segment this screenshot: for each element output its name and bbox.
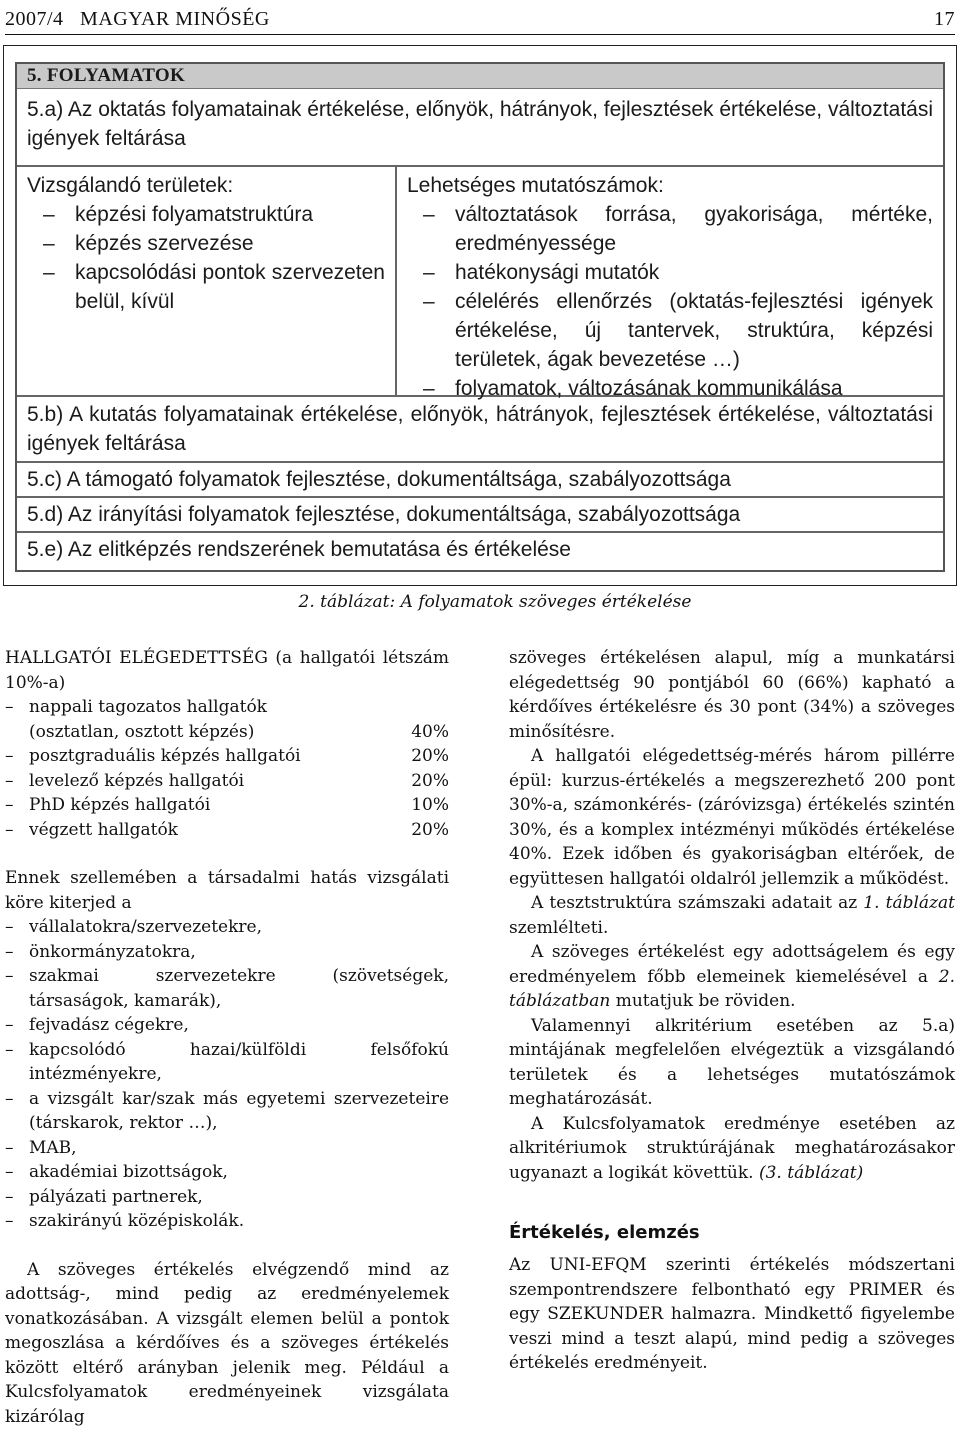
stat-row: – posztgraduális képzés hallgatói 20% (5, 744, 449, 769)
list-item: – a vizsgált kar/szak más egyetemi szervezeteire (társkarok, rektor …), (5, 1087, 449, 1136)
row-5d: 5.d) Az irányítási folyamatok fejlesztése, dokumentáltsága, szabályozottsága (17, 498, 943, 533)
scope-intro: Ennek szellemében a társadalmi hatás vizsgálati köre kiterjed a (5, 866, 449, 915)
stat-value: 40% (411, 720, 449, 745)
stat-label: (osztatlan, osztott képzés) (29, 720, 254, 745)
stat-value: 20% (411, 769, 449, 794)
paragraph: Az UNI-EFQM szerinti értékelés módszertani szempontrendszere felbontható egy PRIMER és egy SZEKUNDER halmazra. Mindkettő figyelembe veszi mind a teszt alapú, mind pedig a szöveges értékelés eredményeit. (509, 1253, 955, 1376)
indicators-heading: Lehetséges mutatószámok: (407, 171, 933, 200)
satisfaction-stats (5, 695, 449, 842)
table-caption: 2. táblázat: A folyamatok szöveges értékelése (0, 592, 960, 612)
paragraph: A szöveges értékelést egy adottságelem és egy eredményelem főbb elemeinek kiemelésével a 2. táblázatban mutatjuk be röviden. (509, 940, 955, 1014)
paragraph: A tesztstruktúra számszaki adatait az 1. táblázat szemlélteti. (509, 891, 955, 940)
areas-heading: Vizsgálandó területek: (27, 171, 385, 200)
paragraph: A hallgatói elégedettség-mérés három pillérre épül: kurzus-értékelés a megszerezhető 200 pont 30%-a, számonkérés- (záróvizsga) értékelés szintén 30%, és a komplex intézményi működés értékelése 40%. Ezek időben és gyakoriságban eltérőek, de együttesen hallgatói oldalról jellemzik a működést. (509, 744, 955, 891)
list-item: – hatékonysági mutatók (407, 258, 933, 287)
list-item: – célelérés ellenőrzés (oktatás-fejlesztési igények értékelése, új tantervek, struktúra, képzési területek, ágak bevezetése …) (407, 287, 933, 374)
stat-label: PhD képzés hallgatói (29, 793, 210, 818)
satisfaction-intro: HALLGATÓI ELÉGEDETTSÉG (a hallgatói létszám 10%-a) (5, 646, 449, 695)
stat-label: végzett hallgatók (29, 818, 178, 843)
list-item: – kapcsolódó hazai/külföldi felsőfokú intézményekre, (5, 1038, 449, 1087)
journal-issue: 2007/4 MAGYAR MINŐSÉG (5, 8, 270, 31)
row-5a (17, 89, 943, 167)
right-column (509, 646, 955, 1376)
list-item: – szakirányú középiskolák. (5, 1209, 449, 1234)
row-5e: 5.e) Az elitképzés rendszerének bemutatása és értékelése (17, 533, 943, 569)
header-rule (5, 34, 955, 35)
row-5c: 5.c) A támogató folyamatok fejlesztése, dokumentáltsága, szabályozottsága (17, 463, 943, 498)
left-column (5, 646, 449, 1429)
row-5a-details (17, 167, 943, 397)
row-5b-text: 5.b) A kutatás folyamatainak értékelése, előnyök, hátrányok, fejlesztések értékelése, változtatási igények feltárása (27, 400, 933, 458)
list-item: – akadémiai bizottságok, (5, 1160, 449, 1185)
page-number: 17 (934, 8, 955, 31)
section-heading: Értékelés, elemzés (509, 1221, 955, 1245)
row-5a-text: 5.a) Az oktatás folyamatainak értékelése, előnyök, hátrányok, fejlesztések értékelése, változtatási igények feltárása (27, 95, 933, 153)
table-figure (3, 45, 957, 586)
stat-value: 10% (411, 793, 449, 818)
list-item: – vállalatokra/szervezetekre, (5, 915, 449, 940)
areas-list (27, 200, 385, 316)
list-item: – képzés szervezése (27, 229, 385, 258)
paragraph: A Kulcsfolyamatok eredménye esetében az alkritériumok struktúrájának meghatározásakor ugyanazt a logikát követtük. (3. táblázat) (509, 1112, 955, 1186)
stat-value: 20% (411, 818, 449, 843)
stat-row: – PhD képzés hallgatói 10% (5, 793, 449, 818)
list-item: – szakmai szervezetekre (szövetségek, társaságok, kamarák), (5, 964, 449, 1013)
stat-label: levelező képzés hallgatói (29, 769, 244, 794)
list-item: – MAB, (5, 1136, 449, 1161)
stat-row: – nappali tagozatos hallgatók (5, 695, 449, 720)
indicators-list (407, 200, 933, 403)
scope-list (5, 915, 449, 1234)
stat-label: nappali tagozatos hallgatók (29, 695, 267, 720)
paragraph: Valamennyi alkritérium esetében az 5.a) mintájának megfelelően elvégeztük a vizsgálandó területek és a lehetséges mutatószámok meghatározását. (509, 1014, 955, 1112)
list-item: – változtatások forrása, gyakorisága, mértéke, eredményessége (407, 200, 933, 258)
list-item: – képzési folyamatstruktúra (27, 200, 385, 229)
process-table (15, 62, 945, 572)
stat-row (5, 720, 449, 745)
areas-column (17, 167, 397, 395)
indicators-column (397, 167, 943, 395)
row-5b (17, 397, 943, 463)
list-item: – folyamatok, változásának kommunikálása (407, 374, 933, 403)
table-title: 5. FOLYAMATOK (17, 64, 943, 89)
stat-row: – levelező képzés hallgatói 20% (5, 769, 449, 794)
paragraph: szöveges értékelésen alapul, míg a munkatársi elégedettség 90 pontjából 60 (66%) kapható a kérdőíves értékelésre és 30 pont (34%) a szöveges minősítésre. (509, 646, 955, 744)
list-item: – önkormányzatokra, (5, 940, 449, 965)
list-item: – fejvadász cégekre, (5, 1013, 449, 1038)
stat-value: 20% (411, 744, 449, 769)
final-paragraph: A szöveges értékelés elvégzendő mind az adottság-, mind pedig az eredményelemek vonatkozásában. A vizsgált elemen belül a pontok megoszlása a kérdőíves és a szöveges értékelés között eltérő arányban jelenik meg. Például a Kulcsfolyamatok eredményeinek vizsgálata kizárólag (5, 1258, 449, 1429)
page-header (5, 6, 955, 32)
stat-row: – végzett hallgatók 20% (5, 818, 449, 843)
stat-label: posztgraduális képzés hallgatói (29, 744, 301, 769)
list-item: – pályázati partnerek, (5, 1185, 449, 1210)
list-item: – kapcsolódási pontok szervezeten belül, kívül (27, 258, 385, 316)
